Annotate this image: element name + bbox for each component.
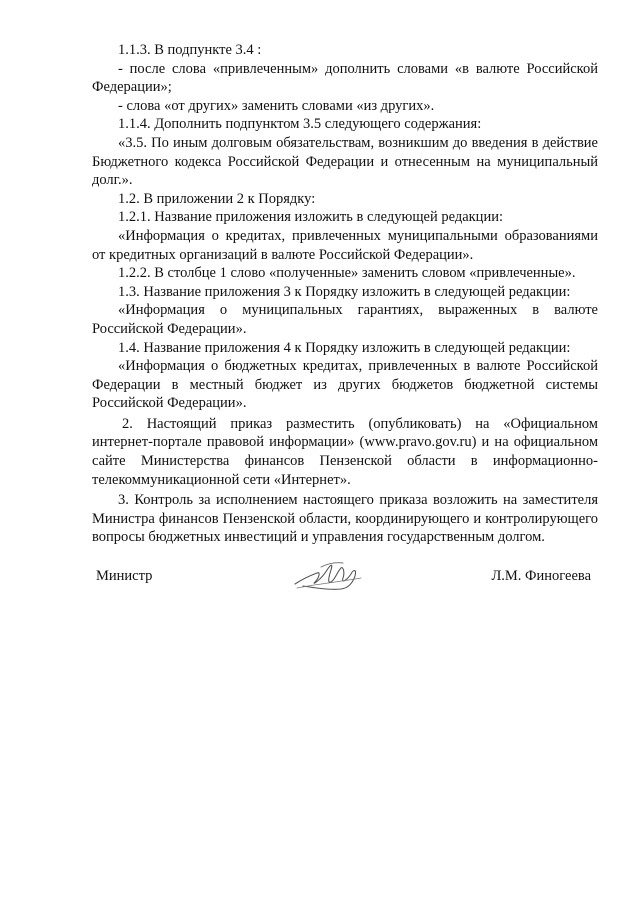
- document-body: [92, 41, 598, 547]
- paragraph-guarantees-info: «Информация о муниципальных гарантиях, выраженных в валюте Российской Федерации».: [92, 302, 598, 337]
- paragraph-budget-credits-info: «Информация о бюджетных кредитах, привлеченных в валюте Российской Федерации в местный бюджет из других бюджетов бюджетной системы Российской Федерации».: [92, 358, 598, 412]
- paragraph-3-5: «3.5. По иным долговым обязательствам, возникшим до введения в действие Бюджетного кодекса Российской Федерации и отнесенным на муниципальный долг.».: [92, 134, 598, 189]
- paragraph-1-2-1: 1.2.1. Название приложения изложить в следующей редакции:: [118, 209, 503, 226]
- paragraph-1-1-3: 1.1.3. В подпункте 3.4 :: [118, 42, 262, 58]
- paragraph-after-word: - после слова «привлеченным» дополнить словами «в валюте Российской Федерации»;: [92, 60, 598, 96]
- paragraph-1-2-2: 1.2.2. В столбце 1 слово «полученные» заменить словом «привлеченные».: [118, 265, 576, 282]
- paragraph-1-4: 1.4. Название приложения 4 к Порядку изложить в следующей редакции:: [118, 339, 571, 356]
- paragraph-1-2: 1.2. В приложении 2 к Порядку:: [118, 190, 316, 207]
- paragraph-1-1-4: 1.1.4. Дополнить подпунктом 3.5 следующего содержания:: [118, 116, 482, 133]
- handwritten-signature: [291, 558, 371, 594]
- signer-name: Л.М. Финогеева: [491, 568, 591, 584]
- paragraph-from-others: - слова «от других» заменить словами «из других».: [118, 97, 435, 114]
- paragraph-2-publish: 2. Настоящий приказ разместить (опубликовать) на «Официальном интернет-портале правовой информации» (www.pravo.gov.ru) и на официальном сайте Министерства финансов Пензенской области в информационно-телекоммуникационной сети «Интернет».: [92, 415, 598, 488]
- signature-block: [96, 558, 591, 598]
- paragraph-credits-info: «Информация о кредитах, привлеченных муниципальными образованиями от кредитных организаций в валюте Российской Федерации».: [92, 227, 598, 263]
- paragraph-1-3: 1.3. Название приложения 3 к Порядку изложить в следующей редакции:: [118, 283, 571, 300]
- paragraph-3-control: 3. Контроль за исполнением настоящего приказа возложить на заместителя Министра финансов Пензенской области, координирующего и контролирующего вопросы бюджетных инвестиций и управления государственным долгом.: [92, 492, 598, 546]
- signer-title: Министр: [96, 568, 153, 584]
